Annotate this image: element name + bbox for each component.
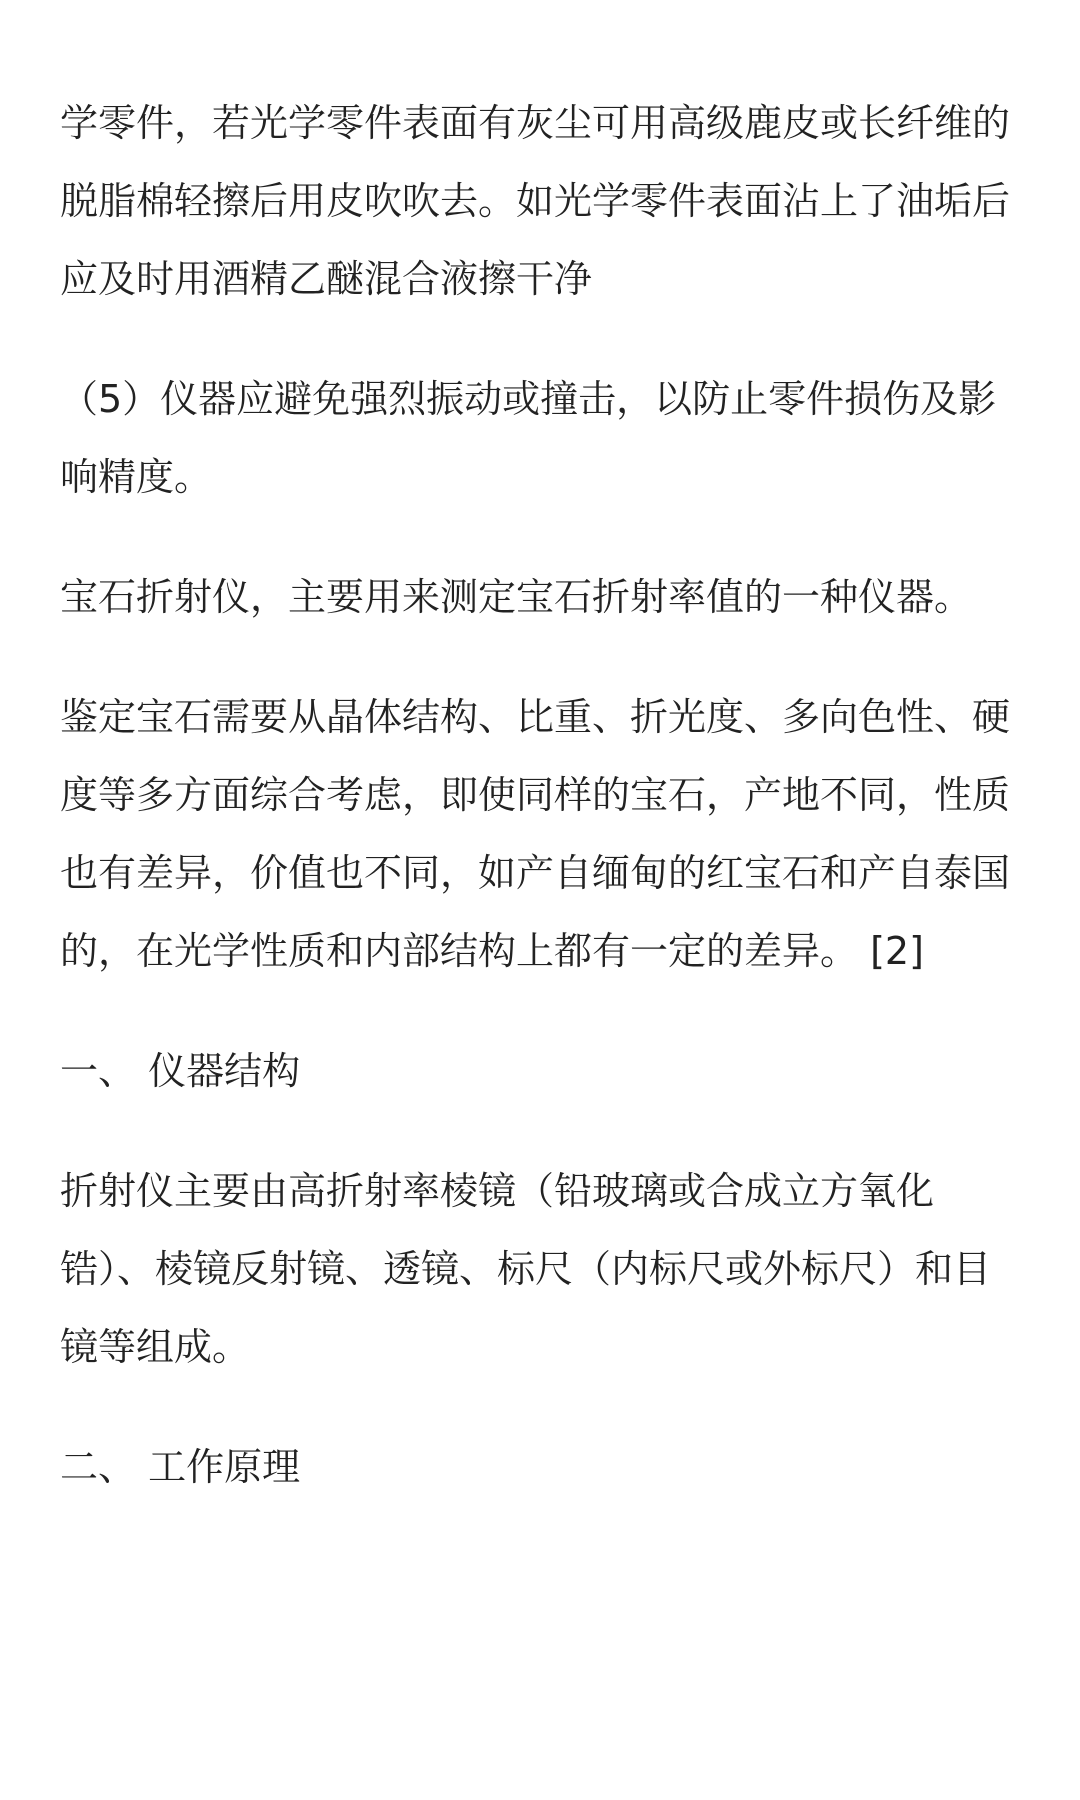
paragraph-gem-identification: 鉴定宝石需要从晶体结构、比重、折光度、多向色性、硬度等多方面综合考虑，即使同样的宝石，产地不同，性质也有差异，价值也不同，如产自缅甸的红宝石和产自泰国的，在光学性质和内部结构上都有一定的差异。 [2] (60, 695, 1011, 973)
paragraph-refractometer-definition: 宝石折射仪，主要用来测定宝石折射率值的一种仪器。 (60, 575, 973, 619)
paragraph-structure-components: 折射仪主要由高折射率棱镜（铅玻璃或合成立方氧化锆）、棱镜反射镜、透镜、标尺（内标尺或外标尺）和目镜等组成。 (60, 1169, 992, 1369)
section-heading-structure: 一、 仪器结构 (60, 1049, 301, 1093)
paragraph-cleaning-optics: 学零件，若光学零件表面有灰尘可用高级鹿皮或长纤维的脱脂棉轻擦后用皮吹吹去。如光学零件表面沾上了油垢后应及时用酒精乙醚混合液擦干净 (60, 101, 1011, 301)
section-heading-principle: 二、 工作原理 (60, 1445, 301, 1489)
paragraph-avoid-vibration: （5）仪器应避免强烈振动或撞击，以防止零件损伤及影响精度。 (60, 377, 997, 499)
